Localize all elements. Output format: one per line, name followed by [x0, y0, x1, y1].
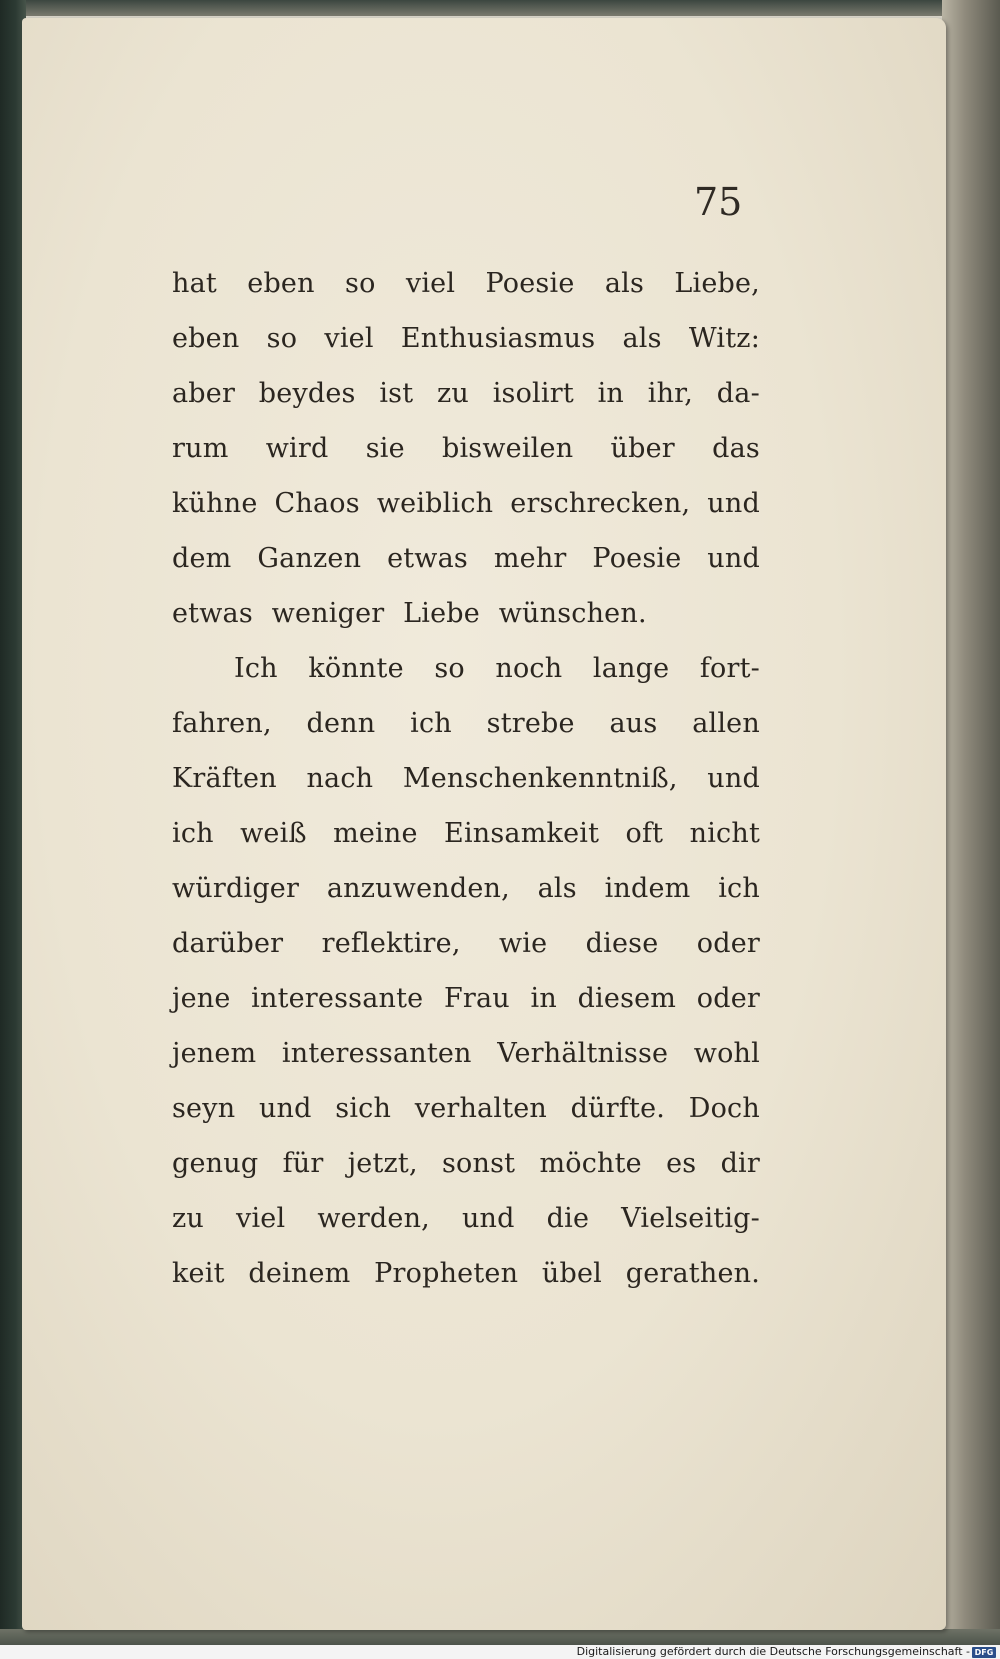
- word: ihr,: [647, 378, 694, 409]
- word: hat: [172, 268, 217, 299]
- text-line-content: etwas weniger Liebe wünschen.: [172, 598, 647, 629]
- word: Kräften: [172, 763, 277, 794]
- text-line: [172, 861, 760, 916]
- word: ich: [172, 818, 214, 849]
- word: jene: [172, 983, 231, 1014]
- text-line: [172, 1026, 760, 1081]
- text-line: [172, 916, 760, 971]
- book-page: [22, 18, 946, 1630]
- word: so: [345, 268, 376, 299]
- word: nach: [306, 763, 374, 794]
- text-line: [172, 421, 760, 476]
- word: es: [666, 1148, 697, 1179]
- text-line: [172, 1191, 760, 1246]
- text-line-paragraph-start: [172, 641, 760, 696]
- word: noch: [495, 653, 563, 684]
- word: die: [546, 1203, 590, 1234]
- word: wie: [498, 928, 548, 959]
- word: als: [622, 323, 662, 354]
- text-line: [172, 1136, 760, 1191]
- word: oder: [696, 983, 760, 1014]
- word: und: [707, 763, 760, 794]
- word: in: [597, 378, 625, 409]
- word: da-: [716, 378, 760, 409]
- word: und: [707, 543, 760, 574]
- book-cover-top-edge: [0, 0, 1000, 16]
- word: Chaos: [274, 488, 360, 519]
- word: fahren,: [172, 708, 272, 739]
- word: interessanten: [281, 1038, 472, 1069]
- word: indem: [604, 873, 691, 904]
- word: über: [610, 433, 675, 464]
- word: reflektire,: [321, 928, 461, 959]
- word: zu: [172, 1203, 205, 1234]
- funding-credit: Digitalisierung gefördert durch die Deutsche Forschungsgemeinschaft -: [576, 1645, 970, 1658]
- word: als: [537, 873, 577, 904]
- word: wohl: [693, 1038, 760, 1069]
- word: jetzt,: [347, 1148, 418, 1179]
- word: als: [604, 268, 645, 299]
- word: für: [282, 1148, 324, 1179]
- text-line: [172, 1246, 760, 1301]
- word: Propheten: [374, 1258, 519, 1289]
- word: oder: [696, 928, 760, 959]
- footer-banner: [0, 1645, 1000, 1659]
- word: Poesie: [485, 268, 575, 299]
- word: lange: [592, 653, 670, 684]
- word: Enthusiasmus: [400, 323, 596, 354]
- text-line: [172, 1081, 760, 1136]
- word: zu: [436, 378, 469, 409]
- word: rum: [172, 433, 229, 464]
- word: und: [258, 1093, 312, 1124]
- word: strebe: [486, 708, 575, 739]
- word: ist: [379, 378, 414, 409]
- word: und: [461, 1203, 515, 1234]
- word: und: [707, 488, 760, 519]
- word: mehr: [493, 543, 567, 574]
- word: meine: [333, 818, 418, 849]
- word: aber: [172, 378, 236, 409]
- word: nicht: [689, 818, 760, 849]
- word: keit: [172, 1258, 225, 1289]
- word: dürfte.: [570, 1093, 666, 1124]
- word: seyn: [172, 1093, 236, 1124]
- word: Frau: [443, 983, 510, 1014]
- word: Verhältnisse: [497, 1038, 669, 1069]
- word: ich: [410, 708, 452, 739]
- text-line: [172, 256, 760, 311]
- word: würdiger: [172, 873, 300, 904]
- word: Liebe,: [674, 268, 760, 299]
- word: deinem: [248, 1258, 351, 1289]
- word: jenem: [172, 1038, 257, 1069]
- word: aus: [609, 708, 658, 739]
- word: dem: [172, 543, 232, 574]
- text-line: [172, 971, 760, 1026]
- word: Ganzen: [257, 543, 362, 574]
- word: wird: [265, 433, 329, 464]
- word: darüber: [172, 928, 284, 959]
- word: interessante: [251, 983, 424, 1014]
- word: ich: [718, 873, 760, 904]
- text-line: [172, 366, 760, 421]
- word: beydes: [258, 378, 356, 409]
- word: weiß: [240, 818, 307, 849]
- word: diesem: [577, 983, 677, 1014]
- word: eben: [172, 323, 240, 354]
- word: eben: [247, 268, 315, 299]
- word: Einsamkeit: [444, 818, 600, 849]
- text-line: [172, 311, 760, 366]
- page-number: 75: [694, 180, 743, 224]
- word: oft: [625, 818, 664, 849]
- word: fort-: [699, 653, 760, 684]
- word: sich: [335, 1093, 392, 1124]
- word: könnte: [308, 653, 404, 684]
- word: dir: [720, 1148, 760, 1179]
- text-line: [172, 531, 760, 586]
- text-line: [172, 696, 760, 751]
- word: kühne: [172, 488, 258, 519]
- text-line: [172, 806, 760, 861]
- word: anzuwenden,: [326, 873, 510, 904]
- word: sie: [365, 433, 405, 464]
- word: isolirt: [492, 378, 574, 409]
- word: viel: [324, 323, 374, 354]
- word: so: [434, 653, 465, 684]
- word: Doch: [688, 1093, 760, 1124]
- word: sonst: [441, 1148, 516, 1179]
- word: viel: [236, 1203, 286, 1234]
- word: möchte: [539, 1148, 642, 1179]
- word: so: [266, 323, 298, 354]
- word: viel: [405, 268, 456, 299]
- text-line: [172, 476, 760, 531]
- word: Menschenkenntniß,: [402, 763, 678, 794]
- word: Vielseitig-: [621, 1203, 760, 1234]
- word: übel: [541, 1258, 602, 1289]
- word: gerathen.: [625, 1258, 760, 1289]
- word: denn: [306, 708, 376, 739]
- body-text: [172, 256, 760, 1301]
- word: diese: [585, 928, 659, 959]
- word: das: [712, 433, 760, 464]
- word: werden,: [317, 1203, 430, 1234]
- word: genug: [172, 1148, 259, 1179]
- dfg-logo: DFG: [972, 1647, 996, 1658]
- word: Poesie: [592, 543, 682, 574]
- word: verhalten: [414, 1093, 548, 1124]
- text-line: [172, 751, 760, 806]
- word: bisweilen: [441, 433, 574, 464]
- word: Ich: [234, 653, 278, 684]
- text-line: [172, 586, 760, 641]
- word: Witz:: [688, 323, 760, 354]
- word: weiblich: [376, 488, 494, 519]
- word: in: [530, 983, 557, 1014]
- word: etwas: [387, 543, 468, 574]
- word: allen: [692, 708, 760, 739]
- word: erschrecken,: [510, 488, 691, 519]
- book-cover-right-edge: [942, 0, 1000, 1659]
